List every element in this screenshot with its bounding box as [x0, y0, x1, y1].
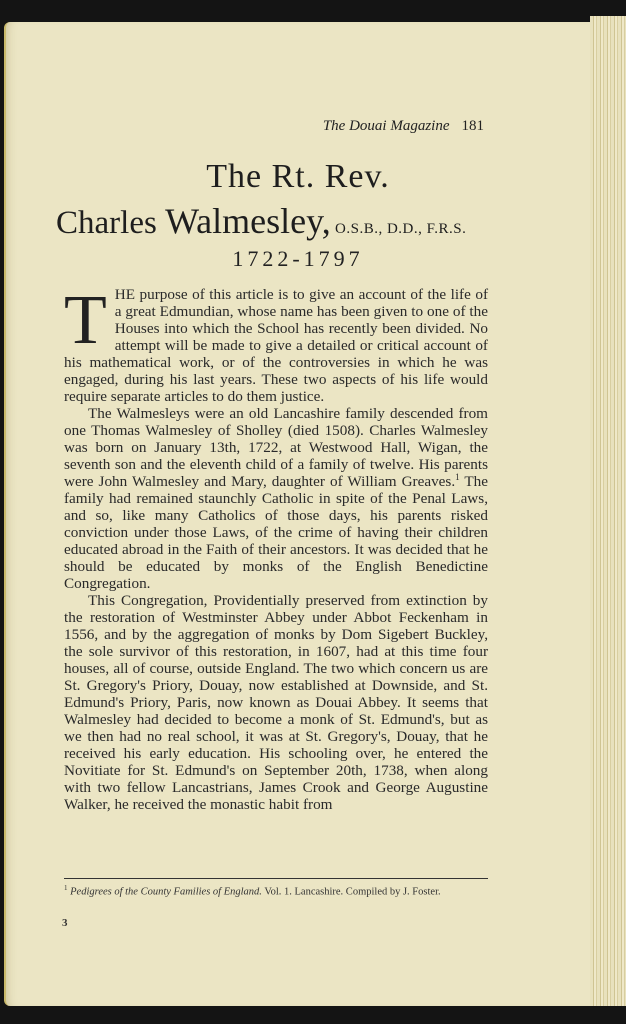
running-head — [0, 118, 484, 135]
footnote-marker: 1 — [64, 884, 68, 892]
dates-text: 1722-1797 — [232, 246, 364, 271]
footnote — [64, 883, 494, 898]
article-title-name — [56, 200, 506, 242]
drop-cap: T — [64, 282, 107, 359]
paragraph-2 — [64, 405, 488, 592]
name-first: Charles — [56, 205, 166, 241]
page-number: 181 — [461, 118, 484, 134]
signature-mark: 3 — [62, 917, 68, 929]
paragraph-1-text: HE purpose of this article is to give an account of the life of a great Edmundian, whose name has been given to one of the Houses into which the School has recently been divided. No attempt will be made to give a detailed or critical account of his mathematical work, or of the controversies in which he was engaged, during his last years. These two aspects of his life would require separate articles to do them justice. — [64, 286, 488, 405]
title-honorific: The Rt. Rev. — [206, 158, 390, 195]
magazine-title: The Douai Magazine — [322, 118, 450, 134]
paragraph-3-text: This Congregation, Providentially preserved from extinction by the restoration of Westminster Abbey under Abbot Feckenham in 1556, and by the aggregation of monks by Dom Sigebert Buckley, the sole survivor of this restoration, in 1607, had at this time four houses, all of course, outside England. The two which concern us are St. Gregory's Priory, Douay, now established at Downside, and St. Edmund's Priory, Paris, now known as Douai Abbey. It seems that Walmesley had decided to become a monk of St. Edmund's, but as we then had no real school, it was at St. Gregory's, Douay, that he received his early education. His schooling over, he entered the Novitiate for St. Edmund's on September 20th, 1738, when along with two fellow Lancastrians, James Crook and George Augustine Walker, he received the monastic habit from — [64, 592, 488, 813]
footnote-ref: 1 — [455, 471, 460, 482]
footnote-source: Pedigrees of the County Families of England. — [70, 886, 262, 898]
footnote-rule — [64, 878, 488, 879]
article-title-line1 — [0, 158, 626, 196]
paragraph-2-text-a: The Walmesleys were an old Lancashire family descended from one Thomas Walmesley of Sholley (died 1508). Charles Walmesley was born on January 13th, 1722, at Westwood Hall, Wigan, the seventh son and the eleventh child of a family of twelve. His parents were John Walmesley and Mary, daughter of William Greaves. — [64, 405, 488, 490]
paragraph-1 — [64, 282, 488, 405]
degrees: O.S.B., D.D., F.R.S. — [330, 221, 467, 237]
life-dates — [0, 246, 626, 272]
paragraph-2-text-b: The family had remained staunchly Catholic in spite of the Penal Laws, and so, like many Catholics of those days, his parents risked conviction under those Laws, of the crime of having their children educated abroad in the Faith of their ancestors. It was decided that he should be educated by monks of the English Benedictine Congregation. — [64, 473, 488, 592]
footnote-rest: Vol. 1. Lancashire. Compiled by J. Foster. — [261, 886, 441, 898]
article-body — [64, 282, 488, 813]
paragraph-3 — [64, 592, 488, 813]
name-last: Walmesley, — [165, 201, 331, 241]
